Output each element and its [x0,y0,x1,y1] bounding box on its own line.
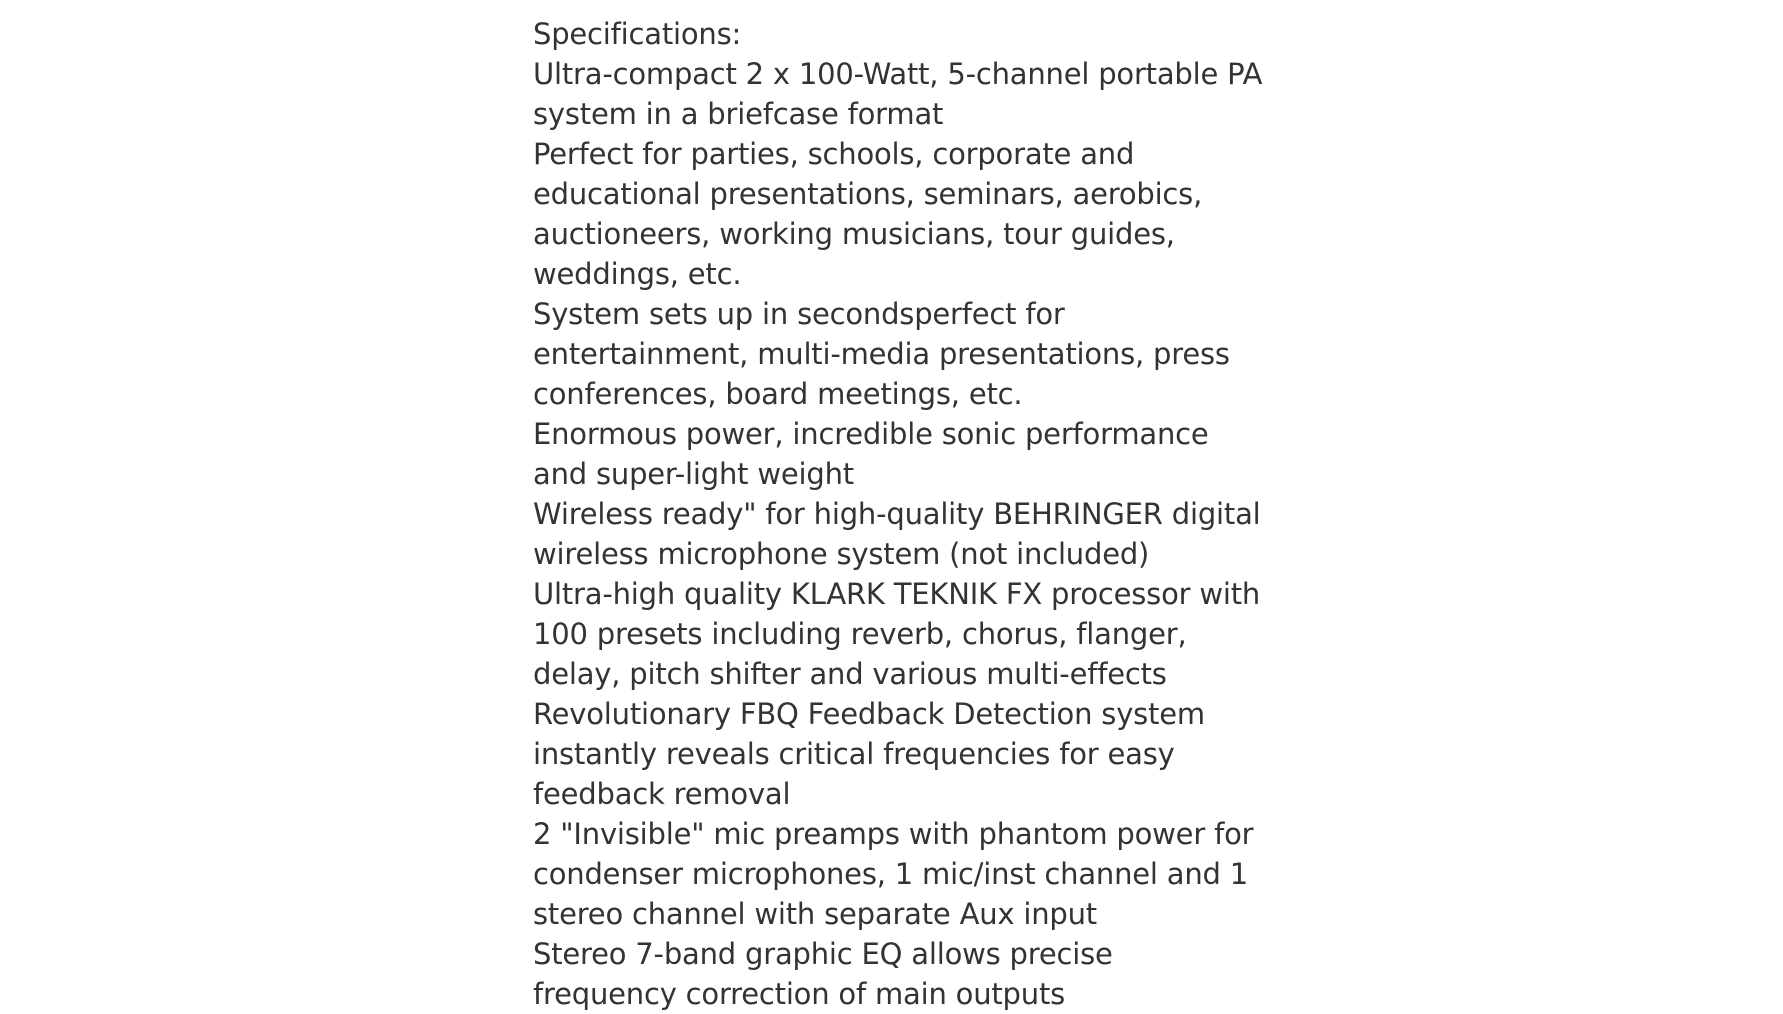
spec-item: Ultra-compact 2 x 100-Watt, 5-channel portable PA system in a briefcase format [533,57,1263,131]
spec-item: Revolutionary FBQ Feedback Detection system instantly reveals critical frequencies for easy feedback removal [533,697,1205,811]
specifications-text [533,14,1263,1014]
spec-item: 2 "Invisible" mic preamps with phantom power for condenser microphones, 1 mic/inst channel and 1 stereo channel with separate Aux input [533,817,1254,931]
spec-item: Wireless ready" for high-quality BEHRINGER digital wireless microphone system (not included) [533,497,1261,571]
spec-item: Perfect for parties, schools, corporate and educational presentations, seminars, aerobics, auctioneers, working musicians, tour guides, weddings, etc. [533,137,1203,291]
spec-item: Ultra-high quality KLARK TEKNIK FX processor with 100 presets including reverb, chorus, flanger, delay, pitch shifter and various multi-effects [533,577,1261,691]
spec-item: Enormous power, incredible sonic performance and super-light weight [533,417,1209,491]
spec-item: System sets up in secondsperfect for entertainment, multi-media presentations, press conferences, board meetings, etc. [533,297,1230,411]
specifications-heading: Specifications: [533,17,742,51]
spec-item: Stereo 7-band graphic EQ allows precise frequency correction of main outputs [533,937,1113,1011]
